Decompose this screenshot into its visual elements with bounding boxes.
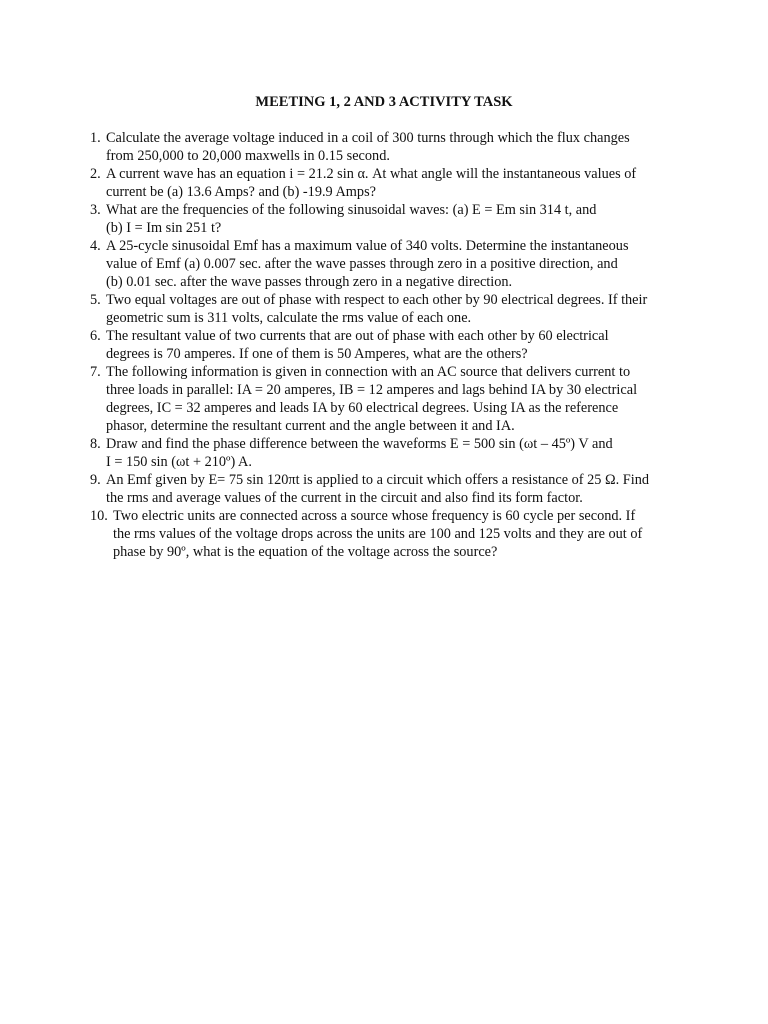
task-text-line: value of Emf (a) 0.007 sec. after the wave passes through zero in a positive direction, and bbox=[106, 256, 618, 272]
task-item bbox=[90, 363, 690, 435]
task-item bbox=[90, 237, 690, 291]
task-item bbox=[90, 165, 690, 201]
task-number: 4. bbox=[90, 238, 101, 254]
task-list bbox=[90, 129, 690, 561]
task-text-line: The resultant value of two currents that are out of phase with each other by 60 electrical bbox=[106, 328, 609, 344]
task-text-line: phase by 90º, what is the equation of the voltage across the source? bbox=[113, 544, 498, 560]
task-text-line: current be (a) 13.6 Amps? and (b) -19.9 Amps? bbox=[106, 184, 376, 200]
task-text-line: An Emf given by E= 75 sin 120πt is applied to a circuit which offers a resistance of 25 Ω. Find bbox=[106, 472, 650, 488]
task-text-line: Draw and find the phase difference between the waveforms E = 500 sin (ωt – 45º) V and bbox=[106, 436, 613, 452]
task-number: 1. bbox=[90, 130, 101, 146]
task-item bbox=[90, 201, 690, 237]
task-text-line: phasor, determine the resultant current and the angle between it and IA. bbox=[106, 418, 515, 434]
task-text-line: The following information is given in connection with an AC source that delivers current to bbox=[106, 364, 631, 380]
task-number: 3. bbox=[90, 202, 101, 218]
task-number: 2. bbox=[90, 166, 101, 182]
task-text-line: three loads in parallel: IA = 20 amperes, IB = 12 amperes and lags behind IA by 30 electrical bbox=[106, 382, 638, 398]
task-number: 6. bbox=[90, 328, 101, 344]
task-text-line: Two electric units are connected across a source whose frequency is 60 cycle per second. If bbox=[113, 508, 636, 524]
task-text-line: A 25-cycle sinusoidal Emf has a maximum value of 340 volts. Determine the instantaneous bbox=[106, 238, 629, 254]
task-text-line: Calculate the average voltage induced in a coil of 300 turns through which the flux changes bbox=[106, 130, 630, 146]
task-item bbox=[90, 327, 690, 363]
task-item bbox=[90, 471, 690, 507]
task-text-line: Two equal voltages are out of phase with respect to each other by 90 electrical degrees. If their bbox=[106, 292, 648, 308]
task-text-line: degrees is 70 amperes. If one of them is 50 Amperes, what are the others? bbox=[106, 346, 528, 362]
task-number: 10. bbox=[90, 508, 108, 524]
task-text-line: from 250,000 to 20,000 maxwells in 0.15 second. bbox=[106, 148, 390, 164]
task-number: 8. bbox=[90, 436, 101, 452]
document-title: MEETING 1, 2 AND 3 ACTIVITY TASK bbox=[255, 94, 513, 110]
task-text-line: (b) 0.01 sec. after the wave passes through zero in a negative direction. bbox=[106, 274, 513, 290]
task-number: 5. bbox=[90, 292, 101, 308]
task-text-line: geometric sum is 311 volts, calculate the rms value of each one. bbox=[106, 310, 472, 326]
task-item bbox=[90, 507, 690, 561]
task-text-line: the rms and average values of the current in the circuit and also find its form factor. bbox=[106, 490, 583, 506]
task-number: 7. bbox=[90, 364, 101, 380]
task-text-line: (b) I = Im sin 251 t? bbox=[106, 220, 222, 236]
task-number: 9. bbox=[90, 472, 101, 488]
task-text-line: What are the frequencies of the following sinusoidal waves: (a) E = Em sin 314 t, and bbox=[106, 202, 597, 218]
task-item bbox=[90, 291, 690, 327]
task-item bbox=[90, 435, 690, 471]
task-text-line: I = 150 sin (ωt + 210º) A. bbox=[106, 454, 252, 470]
task-text-line: the rms values of the voltage drops across the units are 100 and 125 volts and they are out of bbox=[113, 526, 643, 542]
task-item bbox=[90, 129, 690, 165]
task-text-line: degrees, IC = 32 amperes and leads IA by 60 electrical degrees. Using IA as the reference bbox=[106, 400, 619, 416]
task-text-line: A current wave has an equation i = 21.2 sin α. At what angle will the instantaneous values of bbox=[106, 166, 637, 182]
